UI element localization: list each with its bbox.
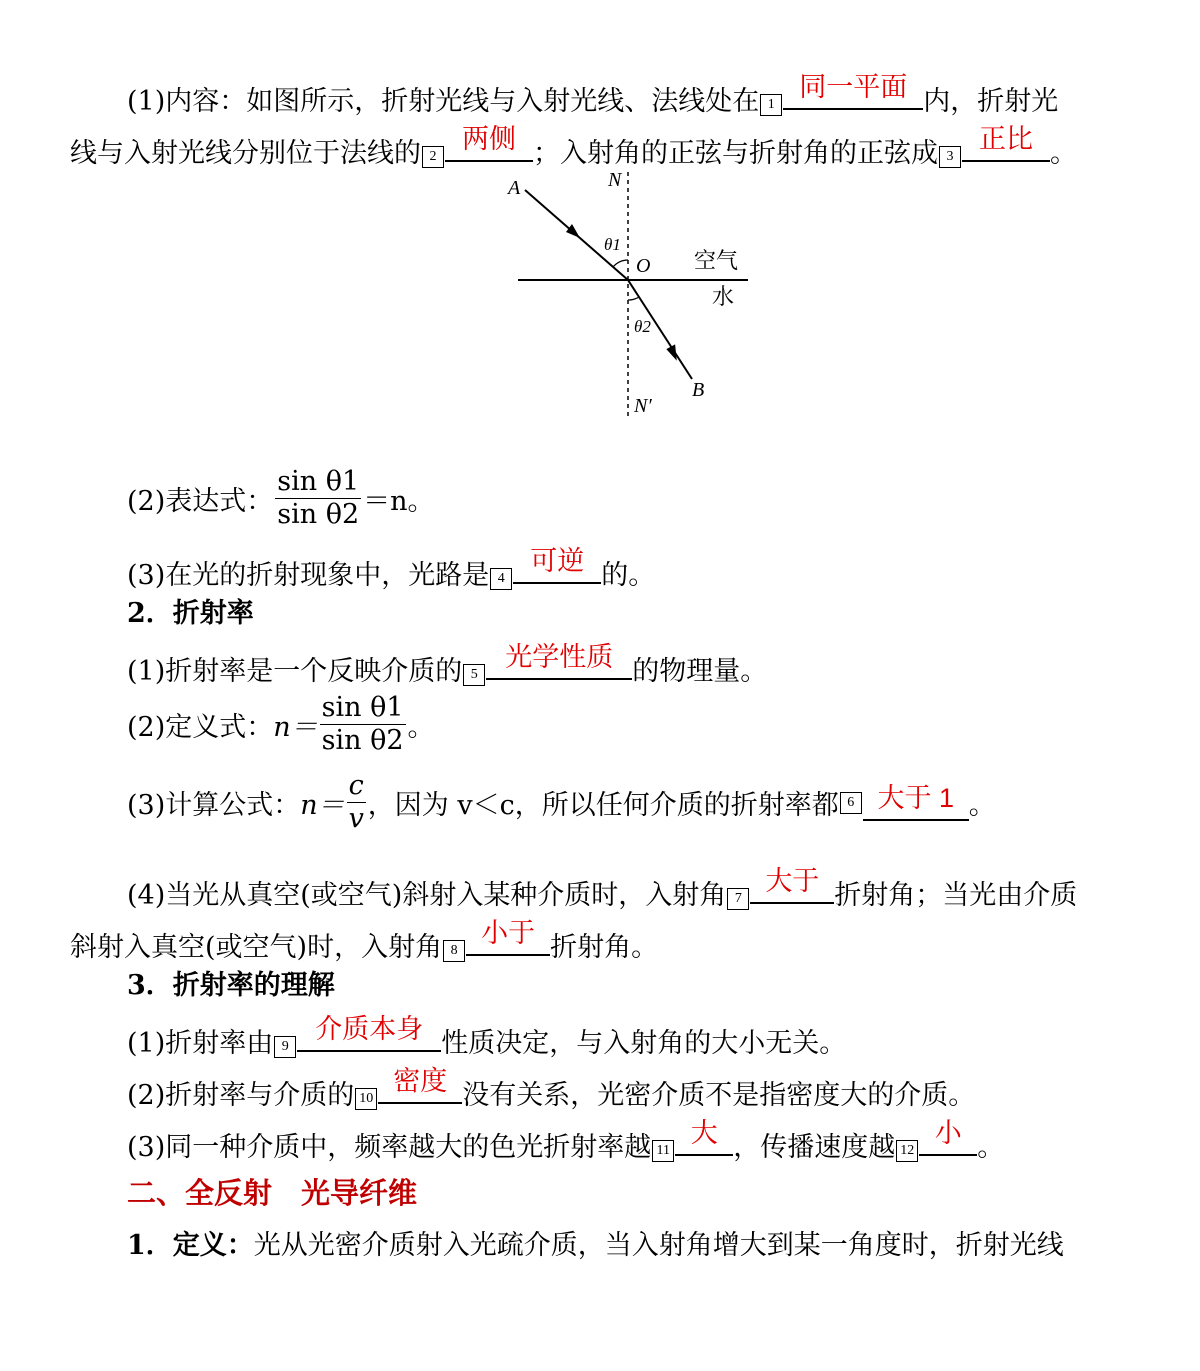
label-B: B (692, 379, 705, 401)
answer-blank-5: 光学性质 (486, 644, 632, 680)
index-definition: (2)定义式：n＝ $\frac{\text{sin θ1}}{\text{sin θ2}}$ 。 (127, 692, 435, 756)
label-N-prime: N′ (634, 395, 652, 417)
understanding-title: 3．折射率的理解 (127, 970, 335, 1001)
label-O: O (636, 255, 651, 277)
answer-blank-10: 密度 (378, 1068, 462, 1104)
answer-blank-6: 大于 1 (863, 785, 969, 821)
answer-blank-8: 小于 (466, 920, 550, 956)
law-expression: (2)表达式： $\frac{\text{sin θ1}}{\text{sin θ2}}$ ＝n。 (127, 466, 435, 530)
refractive-index-title: 2．折射率 (127, 598, 254, 629)
law-content-line1: (1)内容：如图所示，折射光线与入射光线、法线处在 1 同一平面 内，折射光 (127, 72, 1059, 117)
label-theta2: θ2 (634, 317, 651, 336)
answer-blank-3: 正比 (962, 126, 1050, 162)
theta2-arc (628, 297, 639, 300)
label-air: 空气 (694, 249, 739, 274)
theta1-arc (613, 260, 628, 267)
blank-number-11: 11 (652, 1140, 674, 1162)
blank-number-7: 7 (727, 888, 749, 910)
answer-blank-12: 小 (919, 1120, 977, 1156)
blank-number-10: 10 (355, 1088, 377, 1110)
definition-fraction: $\frac{\text{sin θ1}}{\text{sin θ2}}$ (321, 692, 404, 756)
blank-number-8: 8 (443, 940, 465, 962)
answer-blank-1: 同一平面 (783, 74, 923, 110)
incident-arrow (566, 224, 580, 238)
law-content-line2: 线与入射光线分别位于法线的 2 两侧 ；入射角的正弦与折射角的正弦成 3 正比 。 (70, 124, 1077, 169)
label-A: A (508, 177, 521, 199)
answer-blank-11: 大 (675, 1120, 733, 1156)
answer-blank-7: 大于 (750, 868, 834, 904)
blank-number-6: 6 (840, 792, 862, 814)
label-theta1: θ1 (604, 235, 621, 254)
answer-blank-9: 介质本身 (297, 1016, 441, 1052)
blank-number-9: 9 (274, 1036, 296, 1058)
section-total-reflection-title: 二、全反射 光导纤维 (127, 1178, 418, 1210)
blank-number-2: 2 (422, 146, 444, 168)
answer-blank-2: 两侧 (445, 126, 533, 162)
answer-blank-4: 可逆 (513, 548, 601, 584)
blank-number-5: 5 (463, 664, 485, 686)
expression-fraction: $\frac{\text{sin θ1}}{\text{sin θ2}}$ (277, 466, 360, 530)
index-incidence-line1: (4)当光从真空(或空气)斜射入某种介质时，入射角 7 大于 折射角；当光由介质 (127, 866, 1078, 911)
understanding-line2: (2)折射率与介质的 10 密度 没有关系，光密介质不是指密度大的介质。 (127, 1066, 976, 1111)
blank-number-1: 1 (760, 94, 782, 116)
blank-number-3: 3 (939, 146, 961, 168)
refracted-arrow (665, 343, 679, 361)
index-incidence-line2: 斜射入真空(或空气)时，入射角 8 小于 折射角。 (70, 918, 659, 963)
label-water: 水 (712, 285, 735, 310)
blank-number-4: 4 (490, 568, 512, 590)
law-reversible: (3)在光的折射现象中，光路是 4 可逆 的。 (127, 546, 656, 591)
formula-fraction: $\frac{c}{v}$ (348, 770, 364, 834)
blank-number-12: 12 (896, 1140, 918, 1162)
total-reflection-definition: 1．定义：光从光密介质射入光疏介质，当入射角增大到某一角度时，折射光线 (127, 1230, 1064, 1261)
index-optical-property: (1)折射率是一个反映介质的 5 光学性质 的物理量。 (127, 642, 768, 687)
index-formula: (3)计算公式：n＝ $\frac{c}{v}$ ，因为 v＜c，所以任何介质的折射率都 6 大于 1 。 (127, 770, 996, 834)
understanding-line1: (1)折射率由 9 介质本身 性质决定，与入射角的大小无关。 (127, 1014, 847, 1059)
understanding-line3: (3)同一种介质中，频率越大的色光折射率越 11 大 ，传播速度越 12 小 。 (127, 1118, 1005, 1163)
refraction-diagram (500, 172, 760, 422)
label-N: N (608, 172, 622, 191)
